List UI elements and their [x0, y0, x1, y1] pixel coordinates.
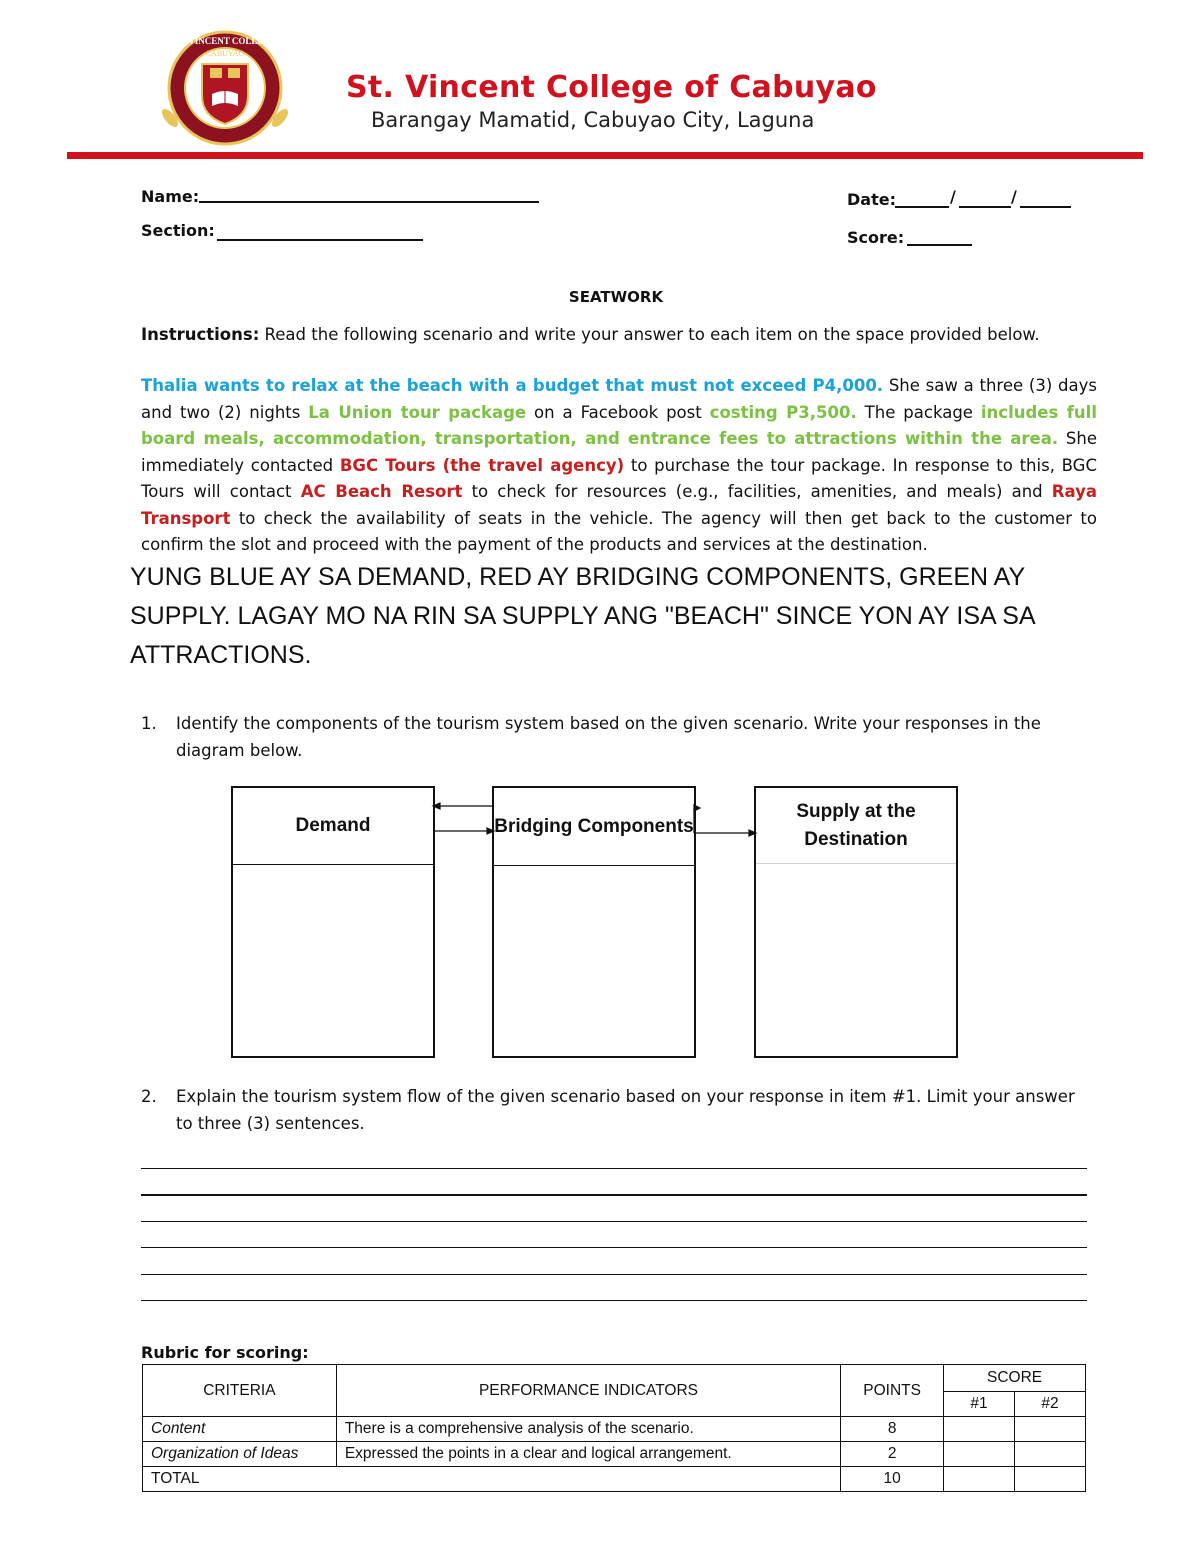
item-number: 1.: [141, 714, 157, 733]
answer-line[interactable]: [141, 1300, 1087, 1301]
supply-box[interactable]: [754, 786, 958, 1058]
scenario-text: on a Facebook post: [526, 402, 710, 422]
points-header: POINTS: [841, 1365, 944, 1417]
school-name: St. Vincent College of Cabuyao: [346, 70, 877, 105]
date-year-field[interactable]: [1020, 206, 1071, 208]
answer-line[interactable]: [141, 1194, 1087, 1196]
scenario-demand-text: Thalia wants to relax at the beach with a budget that must not exceed P4,000.: [141, 376, 884, 395]
scenario-supply-text: La Union tour package: [308, 402, 527, 422]
diagram-arrows: [425, 795, 765, 840]
bridging-header: Bridging Components: [494, 788, 694, 866]
scenario-supply-text: includes full board meals, accommodation, transportation, and entrance fees to attractions within the area.: [141, 402, 1097, 448]
header-divider: [67, 152, 1143, 159]
scenario-text: to check the availability of seats in the vehicle. The agency will then get back to the customer to confirm the slot and proceed with the payment of the products and services at the destination.: [141, 508, 1097, 554]
worksheet-title: SEATWORK: [568, 288, 664, 306]
logo-text-city: CABUYAO: [205, 49, 245, 58]
scenario-text: The package: [856, 402, 981, 422]
scenario-bridging-text: BGC Tours (the travel agency): [339, 455, 625, 475]
section-label: Section:: [141, 221, 215, 240]
answer-line[interactable]: [141, 1221, 1087, 1222]
answer-line[interactable]: [141, 1168, 1087, 1169]
scenario-text: She saw a three (3) days and two (2) nights: [141, 376, 1097, 422]
score-header: SCORE: [944, 1365, 1086, 1392]
score-cell[interactable]: [944, 1442, 1015, 1467]
scenario-bridging-text: AC Beach Resort: [300, 482, 463, 501]
indicators-header: PERFORMANCE INDICATORS: [336, 1365, 840, 1417]
score-cell[interactable]: [1015, 1467, 1086, 1492]
name-label: Name:: [141, 187, 200, 206]
score-1-header: #1: [944, 1392, 1015, 1417]
total-points: 10: [841, 1467, 944, 1492]
answer-line[interactable]: [141, 1247, 1087, 1248]
table-row: [143, 1442, 1086, 1467]
scenario-text: to purchase the tour package. In response to this, BGC Tours will contact: [141, 455, 1097, 501]
logo-text-top: ST. VINCENT COLLEGE: [173, 36, 277, 46]
item-2-text: Explain the tourism system flow of the given scenario based on your response in item #1. Limit your answer to three (3) sentences.: [176, 1087, 1075, 1133]
table-row: [143, 1417, 1086, 1442]
rubric-title: Rubric for scoring:: [141, 1343, 309, 1362]
supply-header: Supply at the Destination: [756, 788, 956, 864]
indicator-cell: There is a comprehensive analysis of the scenario.: [336, 1417, 840, 1442]
instructions: [141, 325, 1040, 344]
rubric-table: [142, 1364, 1086, 1492]
indicator-cell: Expressed the points in a clear and logical arrangement.: [336, 1442, 840, 1467]
section-field[interactable]: [217, 239, 423, 241]
date-month-field[interactable]: [895, 206, 949, 208]
date-separator: /: [950, 187, 956, 206]
instructions-text: Read the following scenario and write your answer to each item on the space provided below.: [259, 325, 1040, 344]
score-cell[interactable]: [1015, 1417, 1086, 1442]
criteria-cell: Organization of Ideas: [143, 1442, 337, 1467]
school-address: Barangay Mamatid, Cabuyao City, Laguna: [371, 108, 815, 132]
score-2-header: #2: [1015, 1392, 1086, 1417]
item-1-text: Identify the components of the tourism system based on the given scenario. Write your responses in the diagram below.: [176, 714, 1041, 760]
demand-header: Demand: [233, 788, 433, 865]
instructions-label: Instructions:: [141, 325, 260, 344]
scenario-text: to check for resources (e.g., facilities, amenities, and meals) and: [462, 482, 1052, 501]
score-label: Score:: [847, 228, 905, 247]
total-label: TOTAL: [143, 1467, 841, 1492]
scenario-bridging-text: Raya Transport: [141, 482, 1098, 528]
date-label: Date:: [847, 190, 896, 209]
criteria-cell: Content: [143, 1417, 337, 1442]
score-cell[interactable]: [1015, 1442, 1086, 1467]
score-field[interactable]: [907, 244, 972, 246]
scenario-paragraph: [141, 373, 1097, 559]
logo-year: 1998: [217, 129, 233, 136]
date-day-field[interactable]: [959, 206, 1011, 208]
points-cell: 2: [841, 1442, 944, 1467]
table-row: [143, 1467, 1086, 1492]
scenario-text: She immediately contacted: [141, 429, 1098, 475]
score-cell[interactable]: [944, 1417, 1015, 1442]
answer-line[interactable]: [141, 1274, 1087, 1275]
criteria-header: CRITERIA: [143, 1365, 337, 1417]
score-cell[interactable]: [944, 1467, 1015, 1492]
item-number: 2.: [141, 1087, 157, 1106]
scenario-supply-text: costing P3,500.: [709, 402, 857, 422]
date-separator: /: [1011, 187, 1017, 206]
school-logo: [160, 20, 290, 160]
name-field[interactable]: [199, 201, 539, 203]
points-cell: 8: [841, 1417, 944, 1442]
demand-box[interactable]: [231, 786, 435, 1058]
handwritten-note: YUNG BLUE AY SA DEMAND, RED AY BRIDGING COMPONENTS, GREEN AY SUPPLY. LAGAY MO NA RIN SA SUPPLY ANG "BEACH" SINCE YON AY ISA SA ATTRACTIONS.: [130, 563, 1035, 669]
